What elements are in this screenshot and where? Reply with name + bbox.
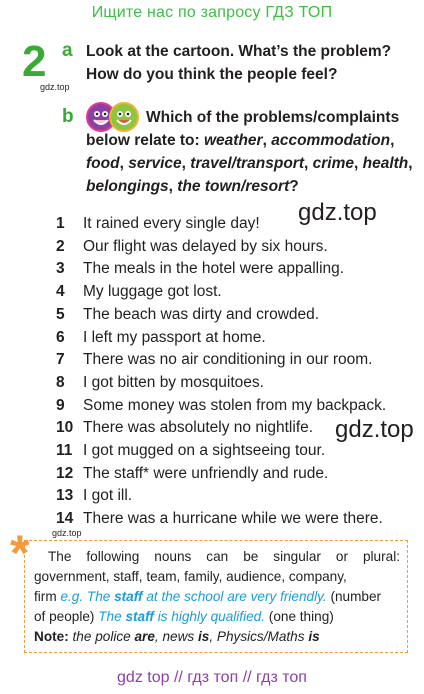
category-food: food [86,155,120,172]
note-line5 [34,627,400,647]
note-line1: The following nouns can be singular or plural: [48,549,400,564]
item-text: There was a hurricane while we were there. [83,510,383,528]
task-b-line4: belongings, the town/resort? [86,178,299,195]
item-number: 2 [56,237,65,255]
category-service: service [128,155,182,172]
task-b-letter: b [62,106,74,127]
task-b-line3: food, service, travel/transport, crime, health, [86,155,413,172]
category-accommodation: accommodation [271,132,391,149]
item-number: 3 [56,260,65,278]
item-text: There was no air conditioning in our room. [83,351,373,369]
watermark-large-1: gdz.top [298,199,377,226]
note-line3 [34,587,400,607]
note-is1: is [198,629,210,644]
item-text: There was absolutely no nightlife. [83,419,314,437]
task-a-text [86,40,391,86]
note-one-thing: (one thing) [265,609,334,624]
task-a-letter: a [62,40,73,61]
note-example-start: e.g. The [60,589,115,604]
item-text: It rained every single day! [83,215,260,232]
note-physics: , Physics/Maths [209,629,309,644]
note-line4 [34,607,400,627]
note-firm: firm [34,589,61,604]
item-text: The staff* were unfriendly and rude. [83,464,329,482]
item-number: 5 [56,305,65,323]
item-number: 9 [56,396,65,414]
category-crime: crime [312,155,354,172]
note-line2: government, staff, team, family, audience, company, [34,569,347,584]
item-text: Our flight was delayed by six hours. [83,237,328,255]
item-number: 7 [56,351,65,369]
note-news: , news [154,629,198,644]
item-text: I left my passport at home. [83,328,266,346]
exercise-number: 2 [22,37,47,86]
note-example2-staff: staff [125,609,154,624]
item-text: I got bitten by mosquitoes. [83,373,264,391]
item-number: 14 [56,510,74,528]
task-b-line1: Which of the problems/complaints [146,109,400,126]
note-example-staff: staff [114,589,143,604]
item-text: Some money was stolen from my backpack. [83,396,387,414]
item-number: 13 [56,487,74,505]
task-b-line2-end: , [390,132,395,149]
grammar-note [34,547,400,647]
task-b-sep: , [262,132,272,149]
item-text: I got mugged on a sightseeing tour. [83,442,326,459]
item-number: 10 [56,419,74,437]
top-banner: Ищите нас по запросу ГДЗ ТОП [91,4,333,21]
watermark-large-2: gdz.top [335,416,414,443]
item-number: 4 [56,283,65,301]
item-text: The meals in the hotel were appalling. [83,260,345,278]
note-example-end: at the school are very friendly. [142,589,327,604]
note-number-label: (number [326,589,382,604]
item-number: 6 [56,328,65,346]
watermark-small-2: gdz.top [52,528,82,538]
task-a-line1: Look at the cartoon. What’s the problem? [86,43,392,60]
bottom-watermark-bar: gdz top // гдз топ // гдз топ [117,669,307,686]
item-text: My luggage got lost. [83,283,222,301]
watermark-small: gdz.top [40,82,70,92]
note-of-people: of people) [34,609,99,624]
note-police: the police [68,629,135,644]
category-town-resort: the town/resort [177,178,290,195]
category-weather: weather [204,132,263,149]
category-travel: travel/transport [190,155,304,172]
item-number: 1 [56,215,65,232]
asterisk-icon: * [10,525,30,581]
item-number: 8 [56,373,65,391]
category-belongings: belongings [86,178,169,195]
category-health: health [362,155,409,172]
task-b-line4-end: ? [289,178,299,195]
task-b-line2-start: below relate to: [86,132,204,149]
task-b-line2 [86,129,394,152]
item-number: 11 [56,442,73,459]
item-text: The beach was dirty and crowded. [83,305,320,323]
note-are: are [134,629,155,644]
note-example2-start: The [98,609,126,624]
item-text: I got ill. [83,487,133,505]
note-is2: is [308,629,320,644]
task-a-line2: How do you think the people feel? [86,66,338,83]
item-number: 12 [56,464,74,482]
note-label: Note: [34,629,69,644]
note-example2-end: is highly qualified. [153,609,266,624]
